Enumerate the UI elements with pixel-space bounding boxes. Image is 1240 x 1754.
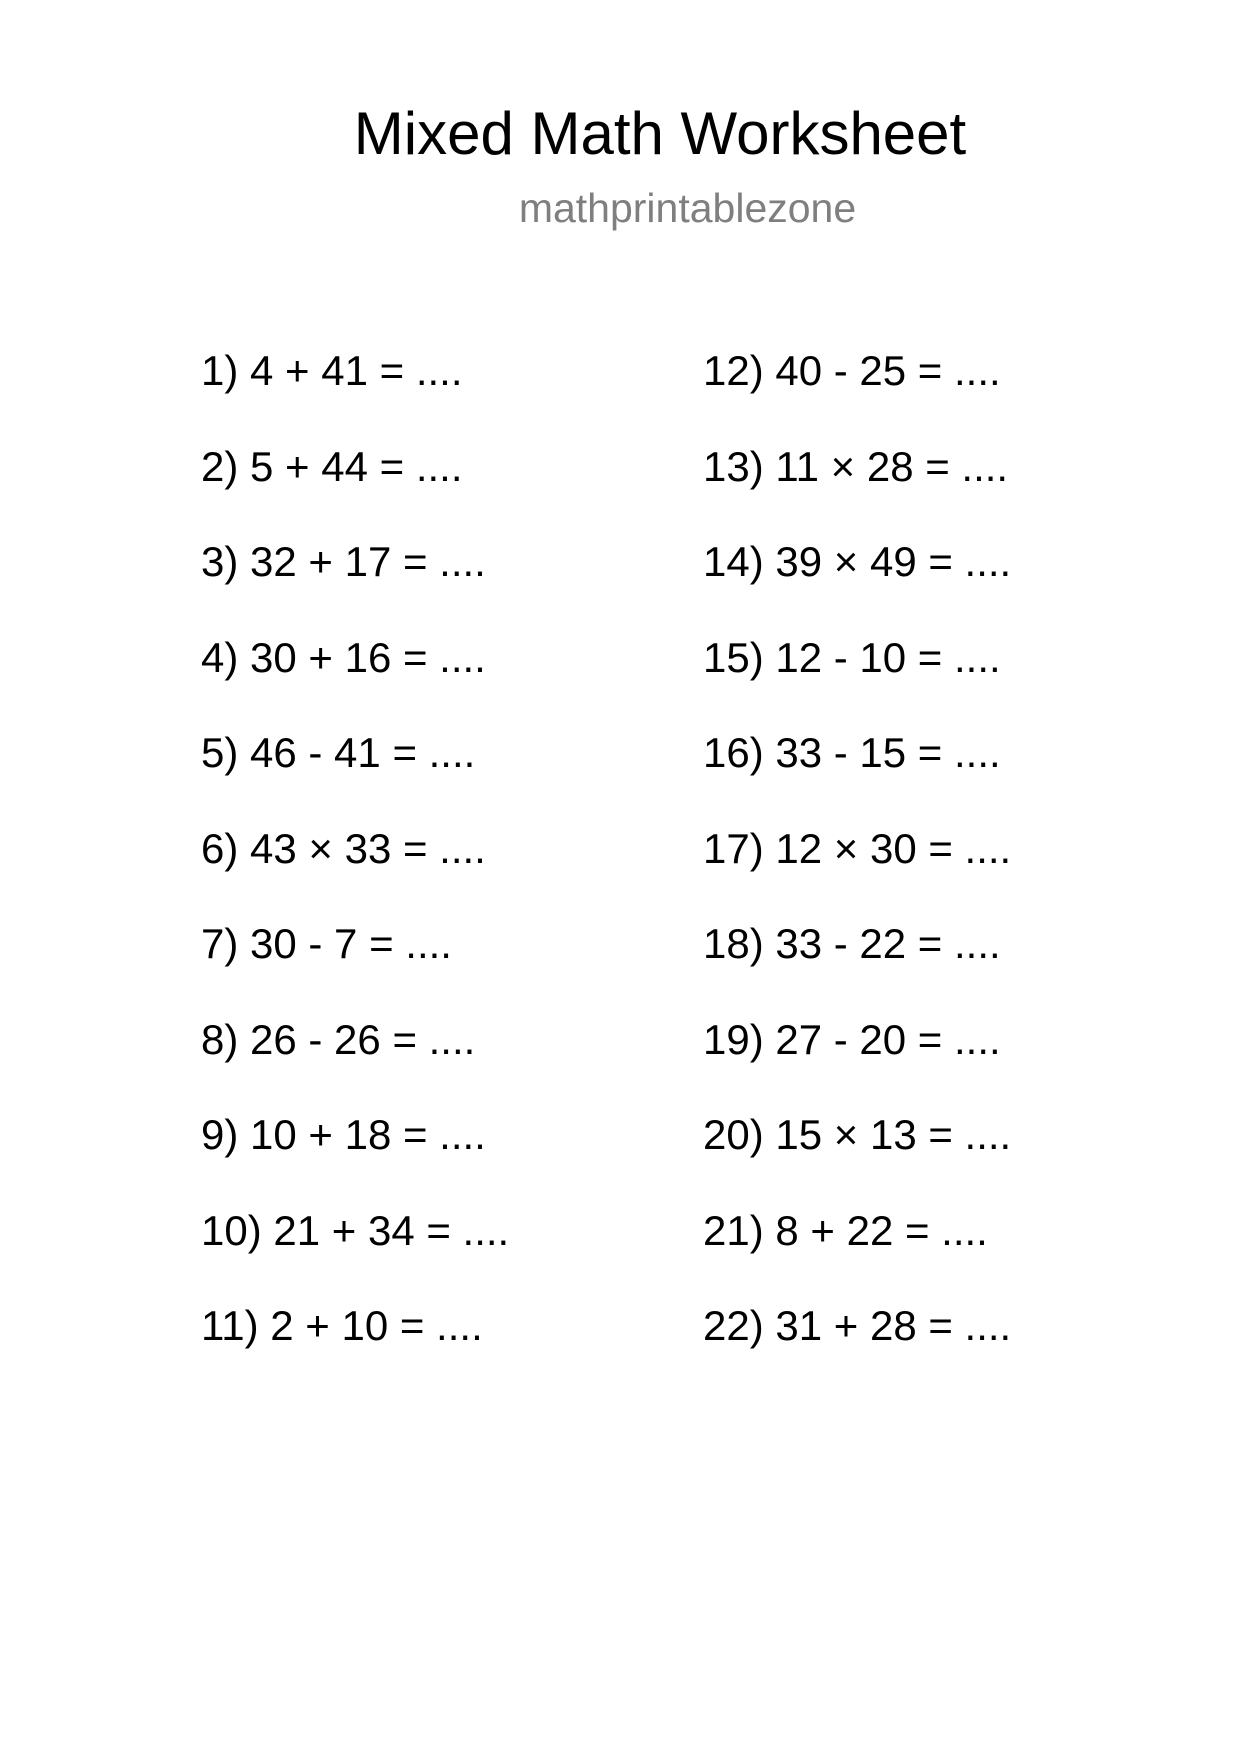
math-problem: 17) 12 × 30 = ....	[703, 824, 1012, 872]
math-problem: 3) 32 + 17 = ....	[201, 538, 486, 585]
math-problem: 16) 33 - 15 = ....	[703, 729, 1001, 776]
math-problem: 15) 12 - 10 = ....	[703, 633, 1001, 681]
math-problem: 14) 39 × 49 = ....	[703, 538, 1012, 585]
math-problem: 21) 8 + 22 = ....	[703, 1206, 988, 1254]
problem-column-left	[201, 345, 509, 1396]
worksheet-title: Mixed Math Worksheet	[353, 100, 967, 167]
math-problem: 12) 40 - 25 = ....	[703, 347, 1001, 394]
problem-column-right	[703, 345, 1011, 1396]
math-problem: 11) 2 + 10 = ....	[201, 1302, 483, 1349]
math-problem: 9) 10 + 18 = ....	[201, 1111, 486, 1158]
math-problem: 5) 46 - 41 = ....	[201, 729, 476, 776]
math-problem: 18) 33 - 22 = ....	[703, 920, 1001, 967]
math-problem: 2) 5 + 44 = ....	[201, 442, 463, 490]
math-problem: 10) 21 + 34 = ....	[201, 1206, 510, 1254]
math-problem: 4) 30 + 16 = ....	[201, 633, 486, 681]
math-problem: 20) 15 × 13 = ....	[703, 1111, 1012, 1158]
math-problem: 13) 11 × 28 = ....	[703, 442, 1009, 490]
math-problem: 1) 4 + 41 = ....	[201, 347, 463, 394]
math-problem: 22) 31 + 28 = ....	[703, 1302, 1012, 1349]
math-problem: 6) 43 × 33 = ....	[201, 824, 486, 872]
math-problem: 7) 30 - 7 = ....	[201, 920, 452, 967]
math-problem: 19) 27 - 20 = ....	[703, 1015, 1001, 1063]
math-problem: 8) 26 - 26 = ....	[201, 1015, 476, 1063]
worksheet-subtitle: mathprintablezone	[518, 185, 857, 231]
